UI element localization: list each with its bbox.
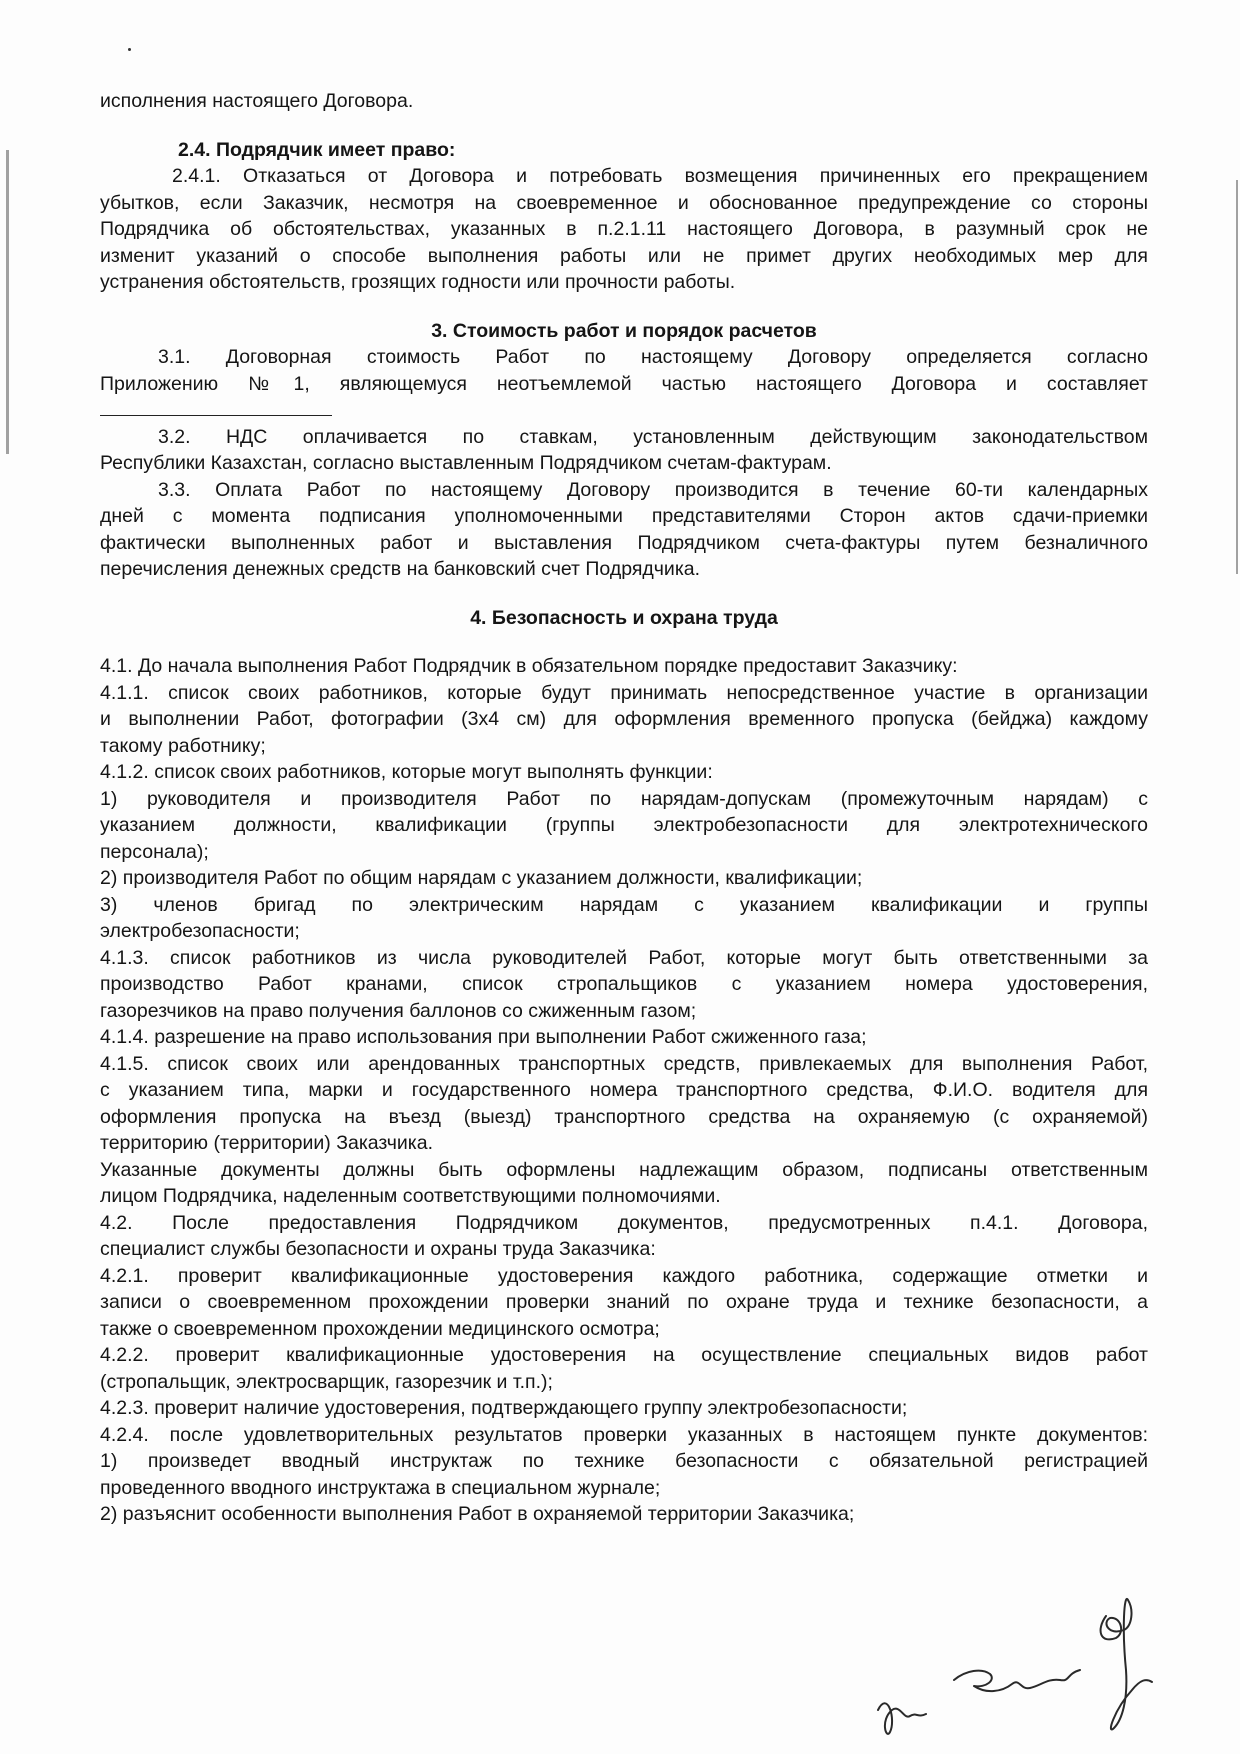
text-line: устранения обстоятельств, грозящих годности или прочности работы.	[100, 271, 736, 293]
text-line: 2) разъяснит особенности выполнения Работ в охраняемой территории Заказчика;	[100, 1503, 855, 1525]
text-line: специалист службы безопасности и охраны труда Заказчика:	[100, 1238, 656, 1260]
text-line: 2.4.1. Отказаться от Договора и потребовать возмещения причиненных его прекращением	[172, 165, 1148, 187]
text-line: и выполнении Работ, фотографии (3х4 см) для оформления временного пропуска (бейджа) каждому	[100, 708, 1148, 730]
text-line: 1) руководителя и производителя Работ по нарядам-допускам (промежуточным нарядам) с	[100, 787, 1148, 810]
text-line: 2) производителя Работ по общим нарядам с указанием должности, квалификации;	[100, 867, 863, 889]
text-line: 4.1. До начала выполнения Работ Подрядчик в обязательном порядке предоставит Заказчику:	[100, 655, 958, 677]
text-line: изменит указаний о способе выполнения работы или не примет других необходимых мер для	[100, 244, 1148, 267]
text-line: 1) произведет вводный инструктаж по технике безопасности с обязательной регистрацией	[100, 1450, 1148, 1472]
text-line: Указанные документы должны быть оформлены надлежащим образом, подписаны ответственным	[100, 1158, 1148, 1181]
text-line: 4.1.3. список работников из числа руководителей Работ, которые могут быть ответственными за	[100, 946, 1148, 969]
text-line: 4.2.3. проверит наличие удостоверения, подтверждающего группу электробезопасности;	[100, 1397, 908, 1419]
text-line: территорию (территории) Заказчика.	[100, 1132, 433, 1154]
text-line: фактически выполненных работ и выставления Подрядчиком счета-фактуры путем безналичного	[100, 531, 1148, 554]
text-line: газорезчиков на право получения баллонов со сжиженным газом;	[100, 999, 697, 1022]
text-line: 4.2.2. проверит квалификационные удостоверения на осуществление специальных видов работ	[100, 1344, 1148, 1366]
text-line: исполнения настоящего Договора.	[100, 90, 414, 112]
text-line: (стропальщик, электросварщик, газорезчик и т.п.);	[100, 1370, 553, 1393]
handwritten-signature	[870, 1570, 1170, 1740]
text-line: лицом Подрядчика, наделенным соответствующими полномочиями.	[100, 1185, 721, 1207]
text-line: дней с момента подписания уполномоченными представителями Сторон актов сдачи-приемки	[100, 505, 1148, 527]
text-line: такому работнику;	[100, 734, 266, 757]
text-line: 3) членов бригад по электрическим нарядам с указанием квалификации и группы	[100, 893, 1148, 916]
text-line: 4.1.1. список своих работников, которые будут принимать непосредственное участие в организации	[100, 681, 1148, 704]
scan-right-edge	[1236, 180, 1238, 574]
text-line: 4.2.1. проверит квалификационные удостоверения каждого работника, содержащие отметки и	[100, 1264, 1148, 1287]
section-heading: 3. Стоимость работ и порядок расчетов	[431, 319, 817, 342]
text-line: указанием должности, квалификации (группы электробезопасности для электротехнического	[100, 814, 1148, 836]
text-line: Приложению №1, являющемуся неотъемлемой частью настоящего Договора и составляет	[100, 372, 1148, 395]
text-line: Подрядчика об обстоятельствах, указанных в п.2.1.11 настоящего Договора, в разумный срок не	[100, 218, 1148, 240]
blank-amount-line	[100, 397, 1148, 424]
section-heading: 2.4. Подрядчик имеет право:	[178, 138, 456, 161]
text-line: 3.2. НДС оплачивается по ставкам, установленным действующим законодательством	[158, 425, 1148, 448]
text-line: 4.2.4. после удовлетворительных результатов проверки указанных в настоящем пункте документов:	[100, 1423, 1148, 1446]
section-heading: 4. Безопасность и охрана труда	[470, 606, 778, 629]
scan-speck	[128, 48, 131, 51]
text-line: 4.1.5. список своих или арендованных транспортных средств, привлекаемых для выполнения Работ,	[100, 1052, 1148, 1075]
scan-left-edge	[6, 150, 9, 454]
text-line: 3.1. Договорная стоимость Работ по настоящему Договору определяется согласно	[158, 346, 1148, 368]
text-line: убытков, если Заказчик, несмотря на своевременное и обоснованное предупреждение со стороны	[100, 191, 1148, 214]
document-body	[100, 88, 1148, 1528]
text-line: Республики Казахстан, согласно выставленным Подрядчиком счетам-фактурам.	[100, 452, 832, 474]
text-line: персонала);	[100, 840, 209, 863]
text-line: перечисления денежных средств на банковский счет Подрядчика.	[100, 558, 701, 580]
text-line: 3.3. Оплата Работ по настоящему Договору производится в течение 60-ти календарных	[158, 478, 1148, 501]
signature-stroke-3	[1101, 1599, 1152, 1730]
signature-stroke-1	[878, 1703, 926, 1734]
text-line: 4.1.4. разрешение на право использования при выполнении Работ сжиженного газа;	[100, 1026, 867, 1048]
signature-stroke-2	[954, 1670, 1080, 1691]
text-line: проведенного вводного инструктажа в специальном журнале;	[100, 1476, 661, 1499]
text-line: 4.1.2. список своих работников, которые могут выполнять функции:	[100, 761, 713, 783]
text-line: 4.2. После предоставления Подрядчиком документов, предусмотренных п.4.1. Договора,	[100, 1211, 1148, 1234]
text-line: записи о своевременном прохождении проверки знаний по охране труда и технике безопасности, а	[100, 1291, 1148, 1313]
text-line: производство Работ кранами, список стропальщиков с указанием номера удостоверения,	[100, 973, 1148, 995]
text-line: оформления пропуска на въезд (выезд) транспортного средства на охраняемую (с охраняемой)	[100, 1105, 1148, 1128]
text-line: также о своевременном прохождении медицинского осмотра;	[100, 1317, 660, 1340]
text-line: с указанием типа, марки и государственного номера транспортного средства, Ф.И.О. водителя для	[100, 1079, 1148, 1101]
text-line: электробезопасности;	[100, 920, 300, 942]
amount-blank	[100, 397, 332, 416]
